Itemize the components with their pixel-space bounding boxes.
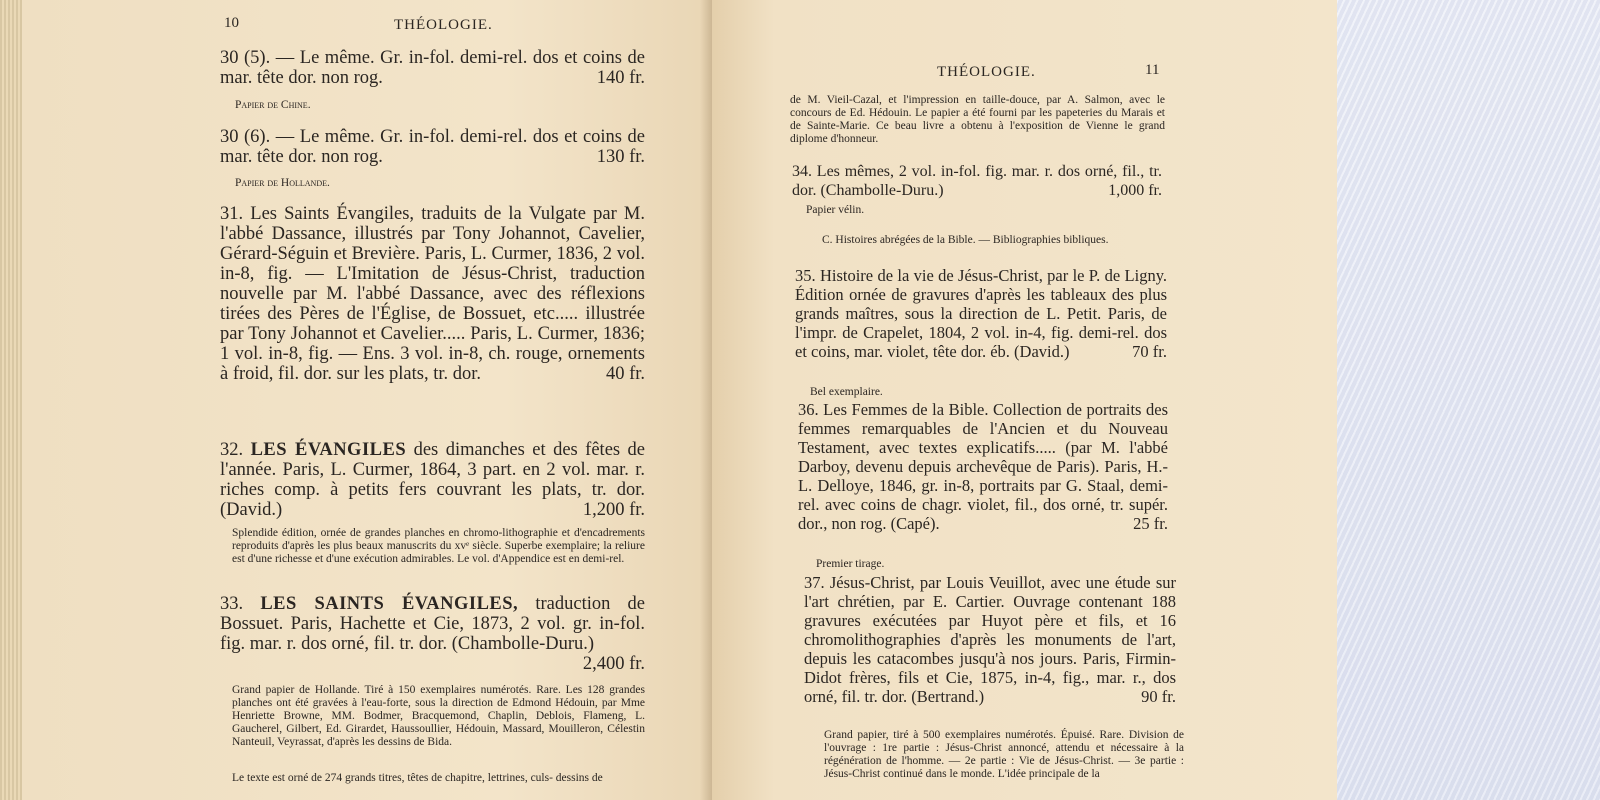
entry-text: 31. Les Saints Évangiles, traduits de la Vulgate par M. l'abbé Dassance, illustrés par Tony Johannot, Cavelier, Gérard-Séguin et Brevière. Paris, L. Curmer, 1836, 2 vol. in-8, fig. — L'Imitation de Jésus-Christ, traduction nouvelle par M. l'abbé Dassance, avec des réflexions tirées des Pères de l'Église, de Bossuet, etc..... illustrée par Tony Johannot et Cavelier..... Paris, L. Curmer, 1836; 1 vol. in-8, fig. — Ens. 3 vol. in-8, ch. rouge, ornements à froid, fil. dor. sur les plats, tr. dor. — [220, 204, 645, 384]
entry-30-6 — [220, 127, 645, 167]
entry-32 — [220, 440, 645, 520]
entry-note: Premier tirage. — [816, 558, 885, 570]
entry-34 — [792, 162, 1162, 200]
entry-30-5 — [220, 48, 645, 88]
entry-note: Papier de Hollande. — [235, 177, 330, 189]
entry-note: Grand papier de Hollande. Tiré à 150 exemplaires numérotés. Rare. Les 128 grandes planches ont été gravées à l'eau-forte, sous la direction de Edmond Hédouin, par Mme Henriette Browne, MM. Bodmer, Bracquemond, Chaplin, Deblois, Flameng, L. Gaucherel, Gilbert, Ed. Girardet, Haussoullier, Hédouin, Massard, Mouilleron, Célestin Nanteuil, Veyrassat, d'après les dessins de Bida. — [232, 684, 645, 748]
entry-price: 140 fr. — [596, 68, 645, 88]
entry-number: 33. — [220, 594, 244, 614]
entry-text: 30 (6). — Le même. Gr. in-fol. demi-rel. dos et coins de mar. tête dor. non rog. — [220, 127, 645, 167]
entry-note: Papier de Chine. — [235, 99, 311, 111]
entry-price: 70 fr. — [1132, 342, 1167, 361]
entry-number: 32. — [220, 440, 244, 460]
running-head: THÉOLOGIE. — [937, 64, 1036, 80]
entry-text: 35. Histoire de la vie de Jésus-Christ, par le P. de Ligny. Édition ornée de gravures d'après les tableaux des plus grands maîtres, sous la direction de L. Petit. Paris, de l'impr. de Crapelet, 1804, 2 vol. in-4, fig. demi-rel. dos et coins, mar. violet, tête dor. éb. (David.) — [795, 266, 1167, 361]
running-head: THÉOLOGIE. — [394, 17, 493, 33]
entry-price: 25 fr. — [1133, 514, 1168, 533]
entry-title: LES SAINTS ÉVANGILES, — [260, 594, 519, 614]
entry-price: 90 fr. — [1141, 687, 1176, 706]
entry-price: 1,200 fr. — [582, 500, 645, 520]
left-page — [22, 0, 712, 800]
right-page — [712, 0, 1337, 800]
entry-33 — [220, 594, 645, 674]
entry-35 — [795, 266, 1167, 361]
entry-price: 1,000 fr. — [1108, 182, 1162, 199]
entry-note-continued: Le texte est orné de 274 grands titres, têtes de chapitre, lettrines, culs- dessins de — [232, 772, 603, 784]
entry-text: 36. Les Femmes de la Bible. Collection de portraits des femmes remarquables de l'Ancien et du Nouveau Testament, avec textes explicatifs..... (par M. l'abbé Darboy, devenu depuis archevêque de Paris). Paris, H.-L. Delloye, 1846, gr. in-8, portraits par G. Staal, demi-rel. avec coins de chagr. violet, fil., dos orné, tr. supér. dor., non rog. (Capé). — [798, 400, 1168, 533]
entry-text: traduction de Bossuet. Paris, Hachette et Cie, 1873, 2 vol. gr. in-fol. fig. mar. r. dos orné, fil. tr. dor. (Chambolle-Duru.) — [220, 594, 646, 654]
entry-text: 37. Jésus-Christ, par Louis Veuillot, avec une étude sur l'art chrétien, par E. Cartier. Ouvrage contenant 188 gravures exécutées par Huyot père et fils, et 16 chromolithographies d'après les monuments de l'art, depuis les catacombes jusqu'à nos jours. Paris, Firmin-Didot frères, fils et Cie, 1875, in-4, fig., mar. r., dos orné, fil. tr. dor. (Bertrand.) — [804, 573, 1176, 706]
entry-31 — [220, 204, 645, 384]
entry-37 — [804, 573, 1176, 706]
page-number: 11 — [1145, 62, 1160, 78]
entry-title: LES ÉVANGILES — [250, 440, 407, 460]
entry-text: 30 (5). — Le même. Gr. in-fol. demi-rel. dos et coins de mar. tête dor. non rog. — [220, 48, 645, 88]
entry-36 — [798, 400, 1168, 533]
entry-price: 40 fr. — [605, 364, 645, 384]
entry-price: 2,400 fr. — [582, 654, 645, 674]
entry-note: Splendide édition, ornée de grandes planches en chromo-lithographie et d'encadrements reproduits d'après les plus beaux manuscrits du xvᵉ siècle. Superbe exemplaire; la reliure est d'une richesse et d'une exécution admirables. Le vol. d'Appendice est en demi-rel. — [232, 527, 645, 565]
background-cloth — [1330, 0, 1600, 800]
page-number: 10 — [224, 15, 239, 31]
entry-note: Bel exemplaire. — [810, 386, 883, 398]
entry-text: 34. Les mêmes, 2 vol. in-fol. fig. mar. r. dos orné, fil., tr. dor. (Chambolle-Duru.) — [792, 163, 1162, 199]
entry-note: Grand papier, tiré à 500 exemplaires numérotés. Épuisé. Rare. Division de l'ouvrage : 1re partie : Jésus-Christ annoncé, attendu et nécessaire à la régénération de l'homme. — 2e partie : Vie de Jésus-Christ. — 3e partie : Jésus-Christ continué dans le monde. L'idée principale de la — [824, 729, 1184, 780]
continued-note: de M. Vieil-Cazal, et l'impression en taille-douce, par A. Salmon, avec le concours de Ed. Hédouin. Le papier a été fourni par les papeteries du Marais et de Sainte-Marie. Ce beau livre a obtenu à l'exposition de Vienne le grand diplome d'honneur. — [790, 94, 1165, 145]
entry-price: 130 fr. — [596, 147, 645, 167]
entry-text: des dimanches et des fêtes de l'année. Paris, L. Curmer, 1864, 3 part. en 2 vol. mar. r. riches comp. à petits fers couvrant les plats, tr. dor. (David.) — [220, 440, 646, 520]
section-heading: C. Histoires abrégées de la Bible. — Bibliographies bibliques. — [822, 234, 1109, 246]
entry-note: Papier vélin. — [806, 204, 865, 216]
